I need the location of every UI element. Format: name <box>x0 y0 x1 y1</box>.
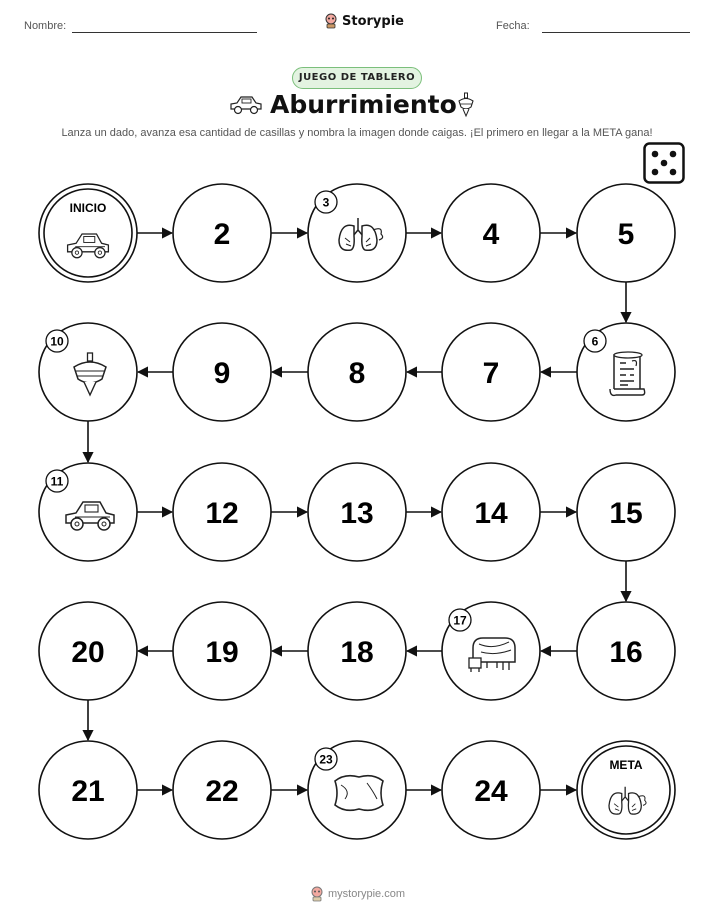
cell-number: 17 <box>453 613 467 628</box>
cell-number: 3 <box>322 195 330 210</box>
cell-number: 13 <box>340 497 374 530</box>
cell-number: 24 <box>474 775 508 808</box>
board-cell-20[interactable] <box>39 602 137 700</box>
board-cell-10[interactable] <box>39 323 137 421</box>
board-cell-3[interactable] <box>308 184 406 282</box>
board-cell-22[interactable] <box>173 741 271 839</box>
brand-name: Storypie <box>342 13 404 29</box>
mascot-icon <box>310 886 324 902</box>
board-cell-6[interactable] <box>577 323 675 421</box>
page-title: Aburrimiento <box>270 90 457 119</box>
board-cell-11[interactable] <box>39 463 137 561</box>
cell-number: 20 <box>71 636 105 669</box>
cell-number: 23 <box>319 752 333 767</box>
cell-number: 11 <box>50 474 64 489</box>
board-cell-17[interactable] <box>442 602 540 700</box>
start-label: INICIO <box>69 201 107 215</box>
board-cell-23[interactable] <box>308 741 406 839</box>
cell-number: 18 <box>340 636 374 669</box>
board-cell-21[interactable] <box>39 741 137 839</box>
cell-number: 15 <box>609 497 643 530</box>
board-cell-13[interactable] <box>308 463 406 561</box>
cell-number: 12 <box>205 497 239 530</box>
cell-number: 6 <box>591 334 599 349</box>
cell-number: 8 <box>348 357 366 390</box>
board-cell-8[interactable] <box>308 323 406 421</box>
cell-number: 22 <box>205 775 239 808</box>
pillow-icon <box>335 776 383 811</box>
name-label: Nombre: <box>24 20 67 32</box>
board-cell-12[interactable] <box>173 463 271 561</box>
game-type-badge: JUEGO DE TABLERO <box>292 67 422 89</box>
cell-number: 2 <box>213 218 231 251</box>
cell-number: 16 <box>609 636 643 669</box>
cell-number: 7 <box>482 357 500 390</box>
cell-number: 10 <box>50 334 64 349</box>
board-cell-4[interactable] <box>442 184 540 282</box>
board-cell-16[interactable] <box>577 602 675 700</box>
cell-number: 9 <box>213 357 231 390</box>
board-cell-7[interactable] <box>442 323 540 421</box>
board-cell-5[interactable] <box>577 184 675 282</box>
board-cell-1[interactable] <box>39 184 137 282</box>
board-cell-18[interactable] <box>308 602 406 700</box>
board-cell-24[interactable] <box>442 741 540 839</box>
finish-label: META <box>609 758 643 772</box>
cell-number: 14 <box>474 497 508 530</box>
footer-url[interactable]: mystorypie.com <box>328 888 406 900</box>
board-cell-9[interactable] <box>173 323 271 421</box>
board-cell-19[interactable] <box>173 602 271 700</box>
board-cell-25[interactable] <box>577 741 675 839</box>
board-cell-15[interactable] <box>577 463 675 561</box>
board-cell-14[interactable] <box>442 463 540 561</box>
cell-number: 21 <box>71 775 105 808</box>
cell-number: 5 <box>617 218 635 251</box>
cell-number: 4 <box>482 218 500 251</box>
footer <box>310 886 405 902</box>
cell-number: 19 <box>205 636 239 669</box>
date-label: Fecha: <box>496 20 530 32</box>
board-cell-2[interactable] <box>173 184 271 282</box>
scroll-icon <box>610 352 645 395</box>
instructions: Lanza un dado, avanza esa cantidad de casillas y nombra la imagen donde caigas. ¡El primero en llegar a la META gana! <box>61 127 653 139</box>
